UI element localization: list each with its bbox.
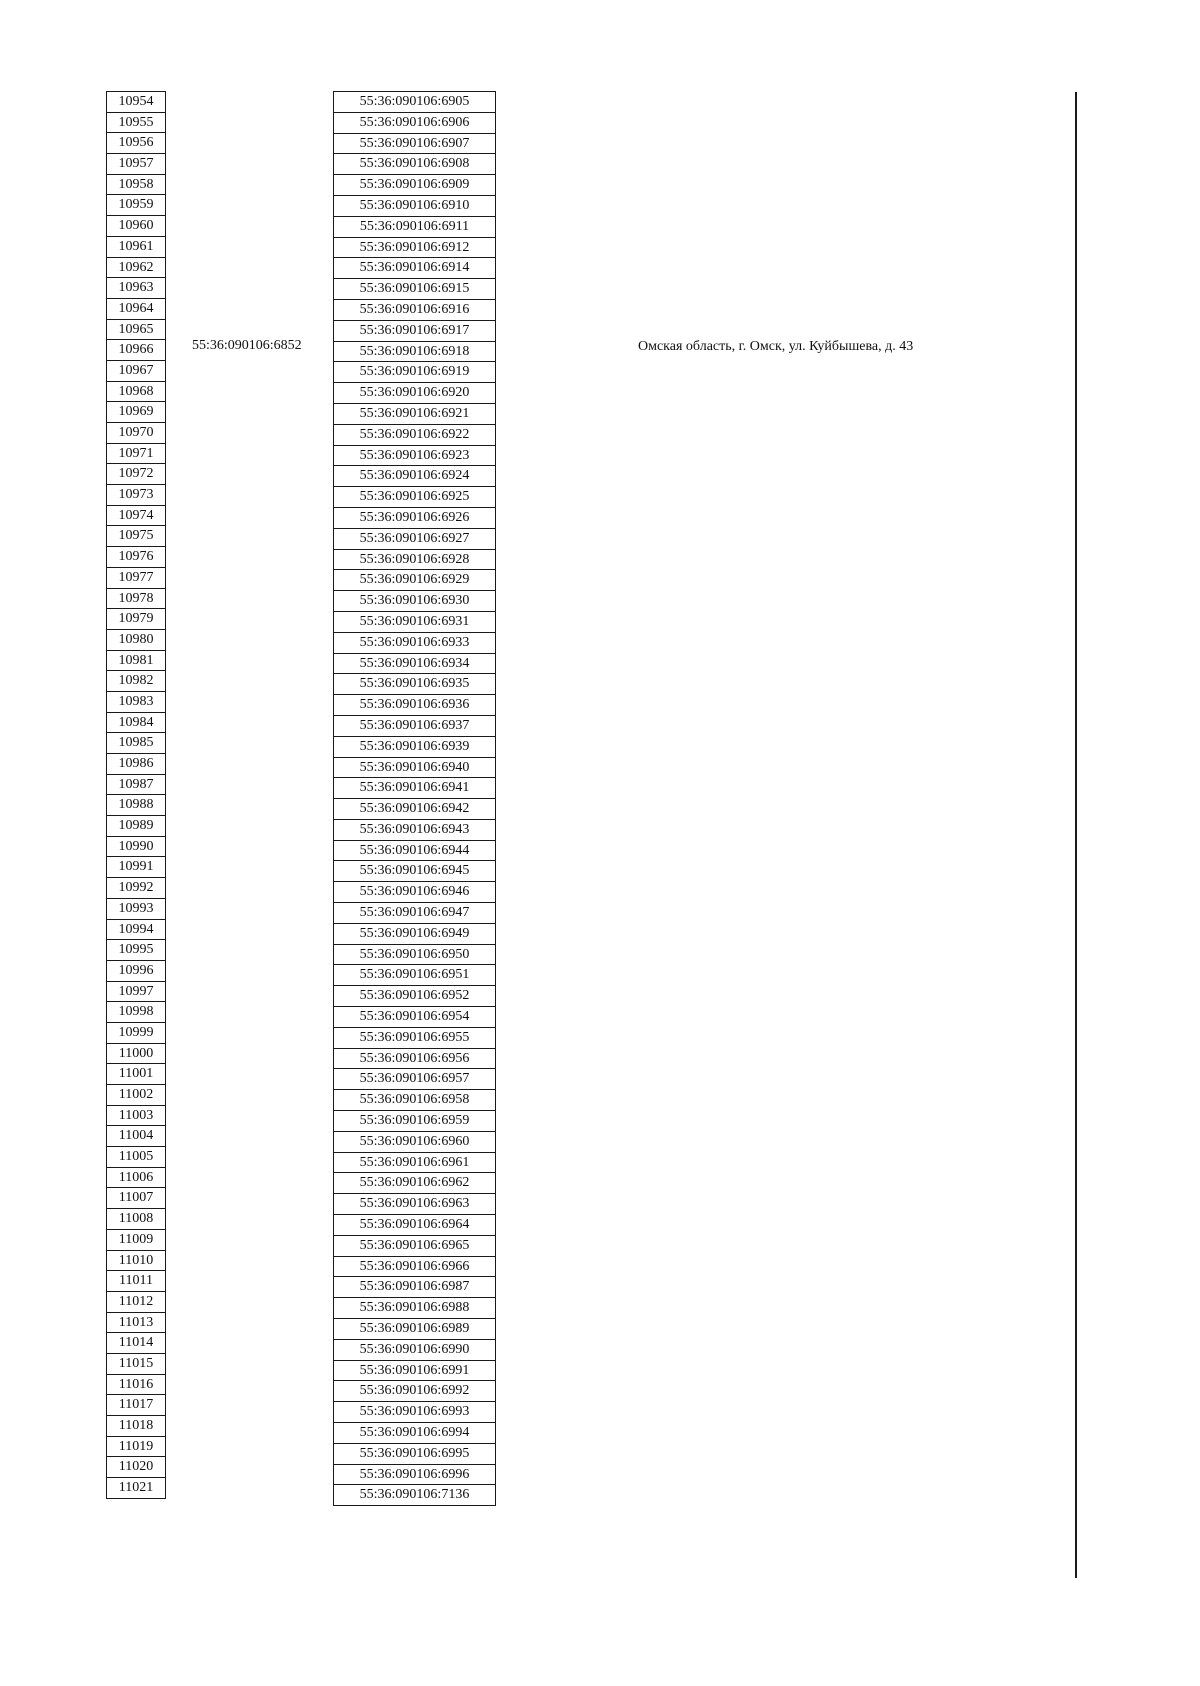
cadastral-number-cell: 55:36:090106:6945 [333,860,496,882]
row-number-cell: 11018 [106,1415,166,1437]
cadastral-number-cell: 55:36:090106:6912 [333,237,496,259]
cadastral-number-cell: 55:36:090106:6940 [333,757,496,779]
row-number-cell: 10979 [106,608,166,630]
cadastral-number-cell: 55:36:090106:6907 [333,133,496,155]
cadastral-number-cell: 55:36:090106:6990 [333,1339,496,1361]
cadastral-number-cell: 55:36:090106:6944 [333,840,496,862]
cadastral-number-cell: 55:36:090106:6909 [333,174,496,196]
cadastral-number-cell: 55:36:090106:6947 [333,902,496,924]
row-number-cell: 11021 [106,1477,166,1499]
row-number-cell: 11002 [106,1084,166,1106]
row-number-cell: 10989 [106,815,166,837]
cadastral-number-cell: 55:36:090106:6952 [333,985,496,1007]
row-number-cell: 10973 [106,484,166,506]
row-number-cell: 10956 [106,132,166,154]
cadastral-number-cell: 55:36:090106:6923 [333,445,496,467]
cadastral-number-cell: 55:36:090106:6995 [333,1443,496,1465]
cadastral-number-cell: 55:36:090106:6992 [333,1380,496,1402]
cadastral-number-cell: 55:36:090106:6964 [333,1214,496,1236]
row-number-cell: 10978 [106,588,166,610]
cadastral-number-cell: 55:36:090106:6991 [333,1360,496,1382]
row-number-cell: 11015 [106,1353,166,1375]
cadastral-number-cell: 55:36:090106:6958 [333,1089,496,1111]
row-number-cell: 11004 [106,1125,166,1147]
cadastral-number-cell: 55:36:090106:6914 [333,257,496,279]
row-number-cell: 10972 [106,463,166,485]
cadastral-number-cell: 55:36:090106:6946 [333,881,496,903]
row-number-cell: 10961 [106,236,166,258]
cadastral-number-cell: 55:36:090106:6925 [333,486,496,508]
cadastral-number-cell: 55:36:090106:6930 [333,590,496,612]
row-number-cell: 11007 [106,1187,166,1209]
cadastral-number-column [333,92,496,1506]
row-number-cell: 11017 [106,1394,166,1416]
row-number-cell: 10980 [106,629,166,651]
cadastral-number-cell: 55:36:090106:6936 [333,694,496,716]
row-number-cell: 10965 [106,319,166,341]
row-number-cell: 11006 [106,1167,166,1189]
row-number-cell: 10999 [106,1022,166,1044]
cadastral-number-cell: 55:36:090106:6924 [333,465,496,487]
cadastral-number-cell: 55:36:090106:6989 [333,1318,496,1340]
cadastral-number-cell: 55:36:090106:6987 [333,1276,496,1298]
parent-cadastral-number: 55:36:090106:6852 [192,338,302,353]
cadastral-number-cell: 55:36:090106:6937 [333,715,496,737]
cadastral-number-cell: 55:36:090106:6910 [333,195,496,217]
row-number-cell: 10954 [106,91,166,113]
row-number-cell: 11010 [106,1250,166,1272]
cadastral-number-cell: 55:36:090106:6950 [333,944,496,966]
row-number-cell: 11016 [106,1374,166,1396]
cadastral-number-cell: 55:36:090106:6957 [333,1068,496,1090]
row-number-cell: 10971 [106,443,166,465]
row-number-cell: 10998 [106,1001,166,1023]
row-number-cell: 10987 [106,774,166,796]
row-number-cell: 10988 [106,794,166,816]
row-number-cell: 10996 [106,960,166,982]
cadastral-number-cell: 55:36:090106:6920 [333,382,496,404]
property-address: Омская область, г. Омск, ул. Куйбышева, д. 43 [638,339,914,354]
table-right-border [1075,92,1077,1578]
row-number-column [106,92,166,1499]
cadastral-number-cell: 55:36:090106:6966 [333,1256,496,1278]
cadastral-number-cell: 55:36:090106:6919 [333,361,496,383]
cadastral-number-cell: 55:36:090106:6927 [333,528,496,550]
row-number-cell: 11013 [106,1312,166,1334]
row-number-cell: 10981 [106,650,166,672]
cadastral-number-cell: 55:36:090106:6961 [333,1152,496,1174]
cadastral-number-cell: 55:36:090106:6934 [333,653,496,675]
cadastral-number-cell: 55:36:090106:6922 [333,424,496,446]
cadastral-number-cell: 55:36:090106:6996 [333,1464,496,1486]
cadastral-number-cell: 55:36:090106:6921 [333,403,496,425]
cadastral-number-cell: 55:36:090106:6955 [333,1027,496,1049]
row-number-cell: 10974 [106,505,166,527]
row-number-cell: 10976 [106,546,166,568]
row-number-cell: 11009 [106,1229,166,1251]
row-number-cell: 11020 [106,1456,166,1478]
row-number-cell: 11019 [106,1436,166,1458]
cadastral-number-cell: 55:36:090106:6917 [333,320,496,342]
cadastral-number-cell: 55:36:090106:6935 [333,673,496,695]
row-number-cell: 10967 [106,360,166,382]
cadastral-number-cell: 55:36:090106:7136 [333,1484,496,1506]
cadastral-number-cell: 55:36:090106:6926 [333,507,496,529]
row-number-cell: 10966 [106,339,166,361]
cadastral-number-cell: 55:36:090106:6928 [333,549,496,571]
cadastral-number-cell: 55:36:090106:6943 [333,819,496,841]
row-number-cell: 10957 [106,153,166,175]
row-number-cell: 10960 [106,215,166,237]
cadastral-number-cell: 55:36:090106:6965 [333,1235,496,1257]
cadastral-number-cell: 55:36:090106:6939 [333,736,496,758]
row-number-cell: 10997 [106,981,166,1003]
cadastral-number-cell: 55:36:090106:6933 [333,632,496,654]
cadastral-number-cell: 55:36:090106:6960 [333,1131,496,1153]
row-number-cell: 10992 [106,877,166,899]
row-number-cell: 10986 [106,753,166,775]
cadastral-number-cell: 55:36:090106:6905 [333,91,496,113]
row-number-cell: 11001 [106,1063,166,1085]
row-number-cell: 10975 [106,525,166,547]
cadastral-number-cell: 55:36:090106:6959 [333,1110,496,1132]
row-number-cell: 10983 [106,691,166,713]
cadastral-number-cell: 55:36:090106:6915 [333,278,496,300]
row-number-cell: 10990 [106,836,166,858]
row-number-cell: 10995 [106,939,166,961]
cadastral-number-cell: 55:36:090106:6963 [333,1193,496,1215]
row-number-cell: 10962 [106,257,166,279]
row-number-cell: 10963 [106,277,166,299]
row-number-cell: 10994 [106,919,166,941]
row-number-cell: 10991 [106,856,166,878]
row-number-cell: 10984 [106,712,166,734]
cadastral-number-cell: 55:36:090106:6962 [333,1172,496,1194]
cadastral-number-cell: 55:36:090106:6906 [333,112,496,134]
row-number-cell: 10964 [106,298,166,320]
cadastral-number-cell: 55:36:090106:6918 [333,341,496,363]
row-number-cell: 11000 [106,1043,166,1065]
row-number-cell: 10985 [106,732,166,754]
row-number-cell: 10955 [106,112,166,134]
cadastral-number-cell: 55:36:090106:6931 [333,611,496,633]
row-number-cell: 10959 [106,194,166,216]
cadastral-number-cell: 55:36:090106:6911 [333,216,496,238]
row-number-cell: 10982 [106,670,166,692]
cadastral-number-cell: 55:36:090106:6951 [333,964,496,986]
cadastral-number-cell: 55:36:090106:6929 [333,569,496,591]
row-number-cell: 10968 [106,381,166,403]
cadastral-number-cell: 55:36:090106:6993 [333,1401,496,1423]
row-number-cell: 10977 [106,567,166,589]
row-number-cell: 10958 [106,174,166,196]
row-number-cell: 11003 [106,1105,166,1127]
row-number-cell: 10969 [106,401,166,423]
cadastral-number-cell: 55:36:090106:6908 [333,153,496,175]
row-number-cell: 11012 [106,1291,166,1313]
row-number-cell: 10993 [106,898,166,920]
cadastral-number-cell: 55:36:090106:6949 [333,923,496,945]
cadastral-number-cell: 55:36:090106:6994 [333,1422,496,1444]
cadastral-number-cell: 55:36:090106:6988 [333,1297,496,1319]
row-number-cell: 10970 [106,422,166,444]
cadastral-number-cell: 55:36:090106:6954 [333,1006,496,1028]
row-number-cell: 11014 [106,1332,166,1354]
cadastral-number-cell: 55:36:090106:6916 [333,299,496,321]
cadastral-number-cell: 55:36:090106:6941 [333,777,496,799]
row-number-cell: 11005 [106,1146,166,1168]
row-number-cell: 11008 [106,1208,166,1230]
row-number-cell: 11011 [106,1270,166,1292]
cadastral-number-cell: 55:36:090106:6942 [333,798,496,820]
cadastral-number-cell: 55:36:090106:6956 [333,1048,496,1070]
